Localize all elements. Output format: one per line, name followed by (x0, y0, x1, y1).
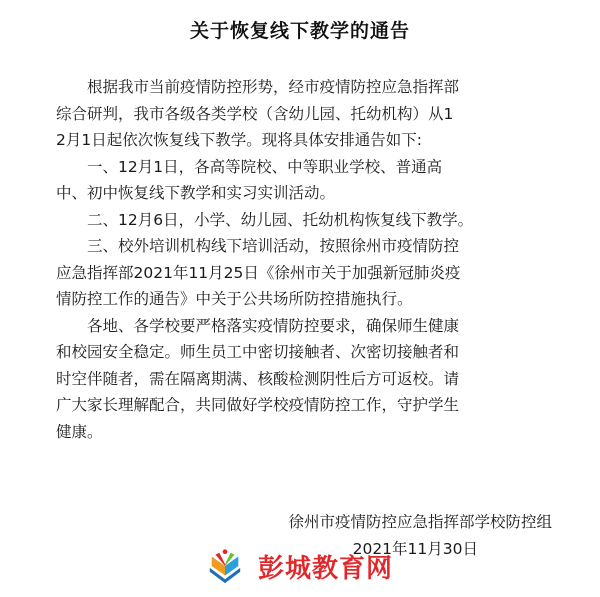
body-line: 情防控工作的通告》中关于公共场所防控措施执行。 (56, 290, 413, 308)
body-line: 和校园安全稳定。师生员工中密切接触者、次密切接触者和 (56, 343, 460, 361)
body-line: 健康。 (56, 422, 103, 441)
body-line: 2月1日起依次恢复线下教学。现将具体安排通告如下: (56, 131, 422, 149)
book-logo-icon (206, 547, 244, 585)
body-line: 二、12月6日，小学、幼儿园、托幼机构恢复线下教学。 (87, 210, 474, 229)
body-line: 各地、各学校要严格落实疫情防控要求，确保师生健康 (87, 316, 460, 335)
document-title: 关于恢复线下教学的通告 (189, 20, 410, 42)
body-line: 三、校外培训机构线下培训活动，按照徐州市疫情防控 (87, 237, 460, 255)
body-line: 广大家长理解配合，共同做好学校疫情防控工作，守护学生 (56, 396, 460, 414)
body-line: 时空伴随者，需在隔离期满、核酸检测阴性后方可返校。请 (56, 369, 460, 388)
watermark-text: 彭城教育网 (258, 553, 394, 584)
body-line: 应急指挥部2021年11月25日《徐州市关于加强新冠肺炎疫 (56, 263, 461, 282)
site-watermark (206, 545, 393, 587)
body-line: 中、初中恢复线下教学和实习实训活动。 (56, 184, 336, 202)
signature: 徐州市疫情防控应急指挥部学校防控组 (288, 513, 552, 531)
body-line: 根据我市当前疫情防控形势，经市疫情防控应急指挥部 (87, 78, 460, 96)
document-body (56, 74, 556, 445)
issue-date: 2021年11月30日 (352, 540, 478, 558)
body-line: 一、12月1日，各高等院校、中等职业学校、普通高 (87, 157, 443, 176)
body-line: 综合研判，我市各级各类学校（含幼儿园、托幼机构）从1 (56, 104, 454, 123)
